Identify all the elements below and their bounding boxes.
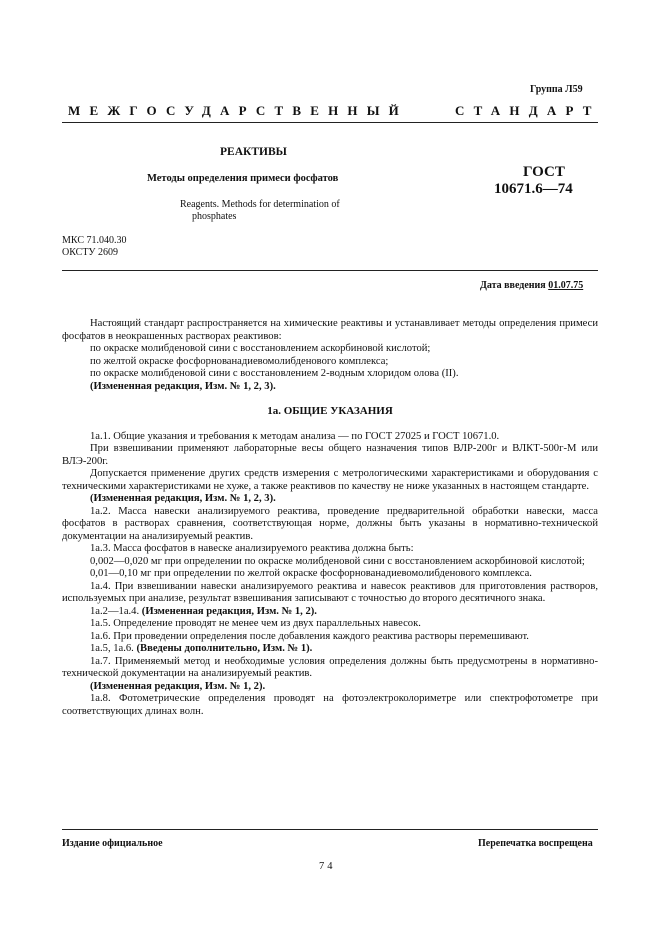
footer-reprint-notice: Перепечатка воспрещена	[478, 838, 593, 849]
clause-1a8: 1а.8. Фотометрические определения проводят на фотоэлектроколориметре или спектрофотометре при соответствующих длинах волн.	[62, 693, 598, 717]
clause-1a2: 1а.2. Масса навески анализируемого реактива, проведение предварительной обработки навески, масса фосфатов в растворах сравнения, соответствующая норме, должны быть указаны в нормативно-технической документации на анализируемый реактив.	[62, 505, 598, 542]
english-title: Reagents. Methods for determination of phosphates	[180, 199, 340, 222]
clause-1a5: 1а.5. Определение проводят не менее чем из двух параллельных навесок.	[90, 618, 421, 629]
section-heading: 1а. ОБЩИЕ УКАЗАНИЯ	[267, 405, 393, 417]
intro-method-2: по желтой окраске фосфорнованадиевомолибденового комплекса;	[90, 355, 389, 367]
clause-1a3-range-1: 0,002—0,020 мг при определении по окраске молибденовой сини с восстановлением аскорбиновой кислотой;	[90, 555, 585, 567]
standard-type-banner-right: СТАНДАРТ	[455, 103, 601, 118]
clause-1a7-amendment: (Измененная редакция, Изм. № 1, 2).	[90, 680, 266, 692]
amendment-note: (Измененная редакция, Изм. № 1, 2).	[141, 605, 317, 617]
group-code: Группа Л59	[530, 84, 583, 95]
footer-official-edition: Издание официальное	[62, 838, 163, 849]
clause-1a1: 1а.1. Общие указания и требования к методам анализа — по ГОСТ 27025 и ГОСТ 10671.0.	[90, 430, 500, 442]
document-body	[62, 318, 598, 718]
intro-method-3: по окраске молибденовой сини с восстановлением 2-водным хлоридом олова (II).	[90, 368, 459, 379]
page-number: 74	[319, 861, 336, 872]
clause-1a3-range-2: 0,01—0,10 мг при определении по желтой окраске фосфорнованадиевомолибденового комплекса.	[90, 568, 532, 579]
clause-1a1-scales: При взвешивании применяют лабораторные весы общего назначения типов ВЛР-200г и ВЛКТ-500г-М или ВЛЭ-200г.	[62, 443, 598, 467]
amendment-ref: 1а.5, 1а.6.	[90, 643, 134, 654]
gost-number: 10671.6—74	[494, 181, 573, 197]
clause-1a5-1a6-amendment	[62, 643, 598, 656]
intro-date	[480, 280, 583, 291]
intro-amendment: (Измененная редакция, Изм. № 1, 2, 3).	[90, 380, 276, 392]
intro-paragraph: Настоящий стандарт распространяется на химические реактивы и устанавливает методы определения примеси фосфатов в неокрашенных растворах реактивов:	[62, 318, 598, 342]
okstu-code: ОКСТУ 2609	[62, 247, 119, 258]
gost-label: ГОСТ	[523, 164, 565, 180]
amendment-ref: 1а.2—1а.4.	[90, 605, 140, 617]
classification-codes	[62, 235, 126, 259]
clause-1a3: 1а.3. Масса фосфатов в навеске анализируемого реактива должна быть:	[90, 543, 414, 554]
mks-code: МКС 71.040.30	[62, 235, 127, 246]
clause-1a2-1a4-amendment	[62, 606, 598, 619]
footer-rule	[62, 829, 598, 830]
clause-1a1-amendment: (Измененная редакция, Изм. № 1, 2, 3).	[90, 493, 276, 504]
document-title: РЕАКТИВЫ	[220, 146, 287, 158]
clause-1a6: 1а.6. При проведении определения после добавления каждого реактива растворы перемешивают.	[90, 630, 529, 642]
intro-date-value: 01.07.75	[548, 280, 584, 291]
clause-1a1-alternatives: Допускается применение других средств измерения с метрологическими характеристиками и оборудования с техническими характеристиками не хуже, а также реактивов по качеству не ниже указанных в настоящем стандарте.	[62, 468, 598, 492]
clause-1a7: 1а.7. Применяемый метод и необходимые условия определения должны быть предусмотрены в нормативно-технической документации на анализируемый реактив.	[62, 655, 598, 679]
clause-1a4: 1а.4. При взвешивании навески анализируемого реактива и навесок реактивов для приготовления растворов, используемых при анализе, результат взвешивания записывают с точностью до второго десятичного знака.	[62, 580, 598, 604]
standard-type-banner-left: МЕЖГОСУДАРСТВЕННЫЙ	[68, 103, 408, 118]
intro-method-1: по окраске молибденовой сини с восстановлением аскорбиновой кислотой;	[90, 343, 431, 354]
intro-date-label: Дата введения	[480, 280, 546, 291]
codes-rule	[62, 270, 598, 271]
header-rule	[62, 122, 598, 123]
amendment-note: (Введены дополнительно, Изм. № 1).	[136, 643, 313, 654]
document-subtitle: Методы определения примеси фосфатов	[147, 173, 339, 184]
